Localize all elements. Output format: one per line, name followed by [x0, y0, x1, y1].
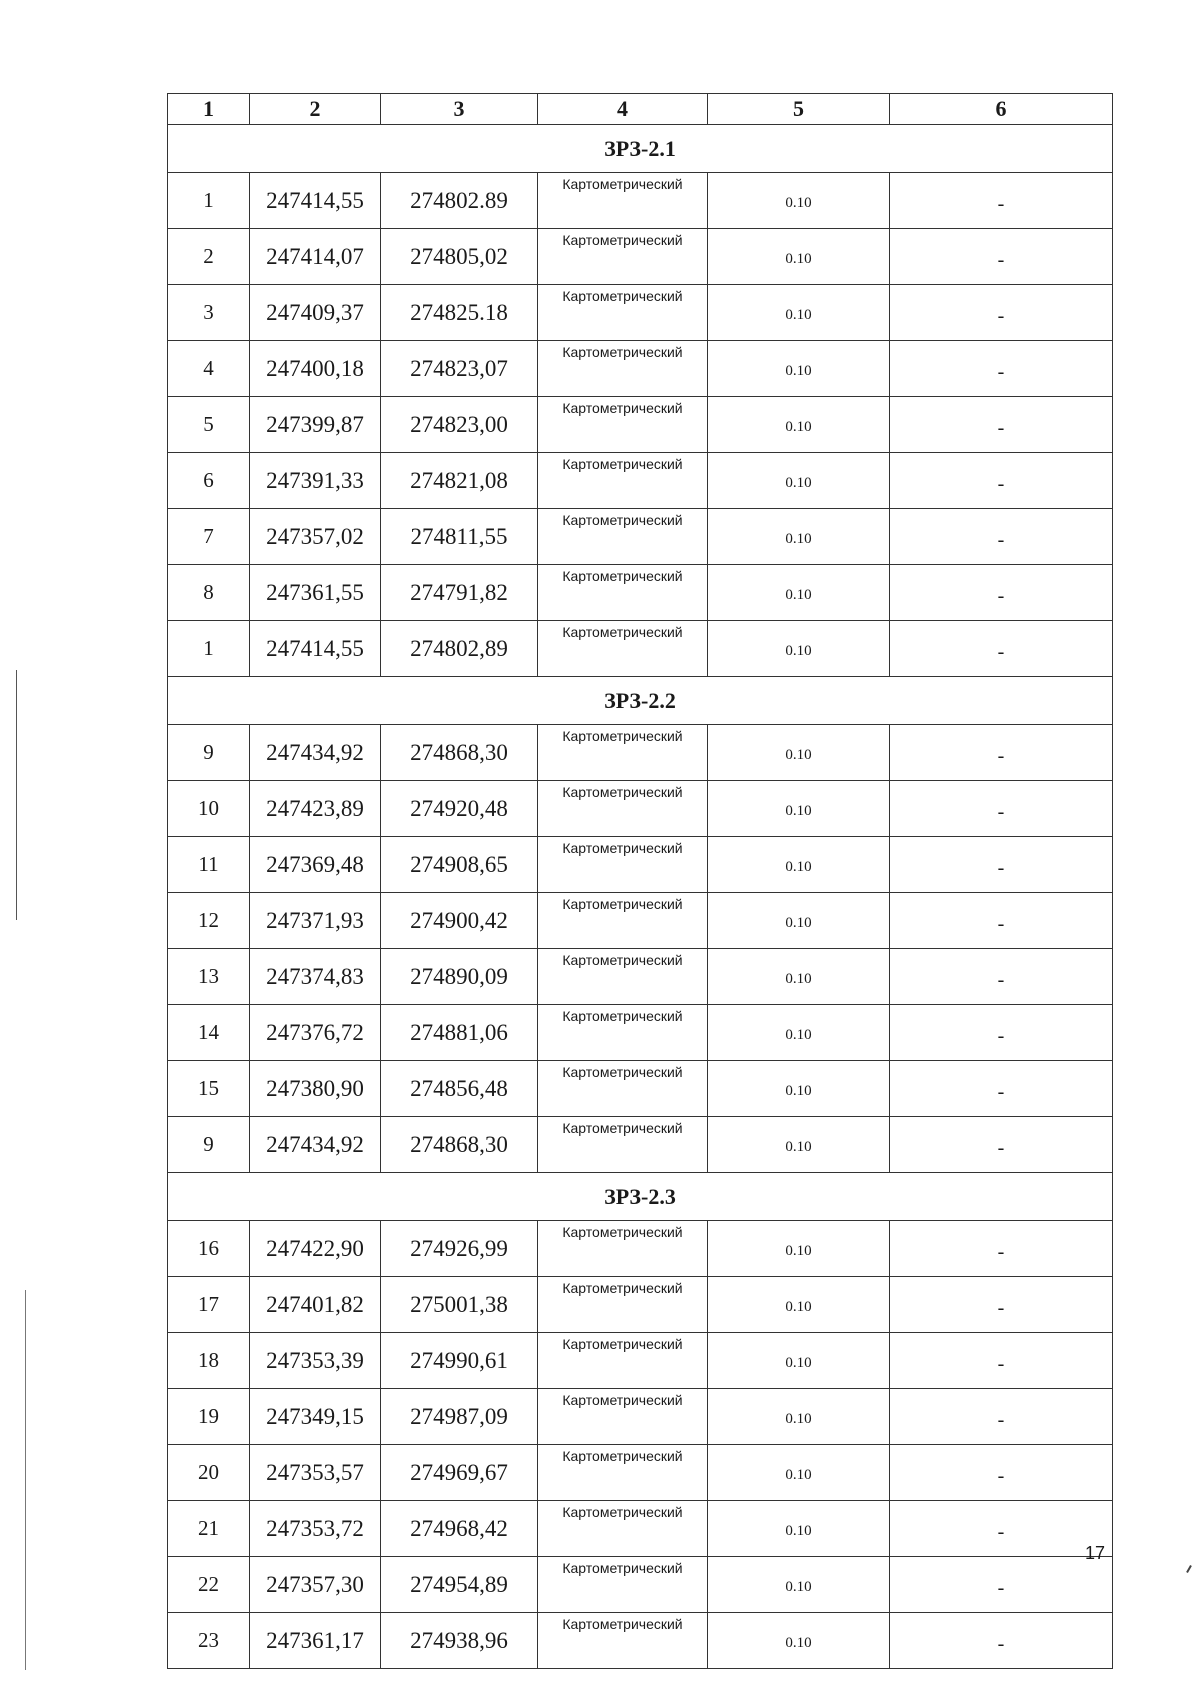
accuracy-cell: 0.10: [708, 725, 890, 781]
y-coordinate-cell: 274802.89: [381, 173, 538, 229]
point-number-cell: 17: [168, 1277, 250, 1333]
y-coordinate-cell: 274825.18: [381, 285, 538, 341]
method-cell: Картометрический: [538, 781, 708, 837]
accuracy-cell: 0.10: [708, 229, 890, 285]
point-number-cell: 11: [168, 837, 250, 893]
x-coordinate-cell: 247371,93: [250, 893, 381, 949]
point-number-cell: 15: [168, 1061, 250, 1117]
y-coordinate-cell: 274856,48: [381, 1061, 538, 1117]
note-cell: -: [890, 1389, 1113, 1445]
method-cell: Картометрический: [538, 1445, 708, 1501]
table-row: [168, 1333, 1113, 1389]
point-number-cell: 6: [168, 453, 250, 509]
point-number-cell: 2: [168, 229, 250, 285]
x-coordinate-cell: 247391,33: [250, 453, 381, 509]
point-number-cell: 10: [168, 781, 250, 837]
accuracy-cell: 0.10: [708, 1613, 890, 1669]
y-coordinate-cell: 274926,99: [381, 1221, 538, 1277]
accuracy-cell: 0.10: [708, 1389, 890, 1445]
table-row: [168, 565, 1113, 621]
note-cell: -: [890, 1501, 1113, 1557]
method-cell: Картометрический: [538, 837, 708, 893]
method-cell: Картометрический: [538, 1005, 708, 1061]
accuracy-cell: 0.10: [708, 1501, 890, 1557]
accuracy-cell: 0.10: [708, 341, 890, 397]
method-cell: Картометрический: [538, 725, 708, 781]
table-row: [168, 1117, 1113, 1173]
accuracy-cell: 0.10: [708, 397, 890, 453]
accuracy-cell: 0.10: [708, 781, 890, 837]
point-number-cell: 9: [168, 725, 250, 781]
y-coordinate-cell: 274954,89: [381, 1557, 538, 1613]
note-cell: -: [890, 341, 1113, 397]
x-coordinate-cell: 247423,89: [250, 781, 381, 837]
point-number-cell: 20: [168, 1445, 250, 1501]
x-coordinate-cell: 247399,87: [250, 397, 381, 453]
x-coordinate-cell: 247414,55: [250, 621, 381, 677]
y-coordinate-cell: 274920,48: [381, 781, 538, 837]
header-cell: 2: [250, 94, 381, 125]
method-cell: Картометрический: [538, 341, 708, 397]
method-cell: Картометрический: [538, 1277, 708, 1333]
y-coordinate-cell: 274890,09: [381, 949, 538, 1005]
note-cell: -: [890, 837, 1113, 893]
point-number-cell: 14: [168, 1005, 250, 1061]
point-number-cell: 4: [168, 341, 250, 397]
x-coordinate-cell: 247380,90: [250, 1061, 381, 1117]
y-coordinate-cell: 275001,38: [381, 1277, 538, 1333]
table-row: [168, 453, 1113, 509]
x-coordinate-cell: 247400,18: [250, 341, 381, 397]
x-coordinate-cell: 247434,92: [250, 725, 381, 781]
y-coordinate-cell: 274968,42: [381, 1501, 538, 1557]
note-cell: -: [890, 1277, 1113, 1333]
accuracy-cell: 0.10: [708, 1277, 890, 1333]
point-number-cell: 19: [168, 1389, 250, 1445]
table-row: [168, 621, 1113, 677]
table-row: [168, 1501, 1113, 1557]
note-cell: -: [890, 725, 1113, 781]
page-number: 17: [1085, 1543, 1106, 1563]
accuracy-cell: 0.10: [708, 893, 890, 949]
method-cell: Картометрический: [538, 621, 708, 677]
y-coordinate-cell: 274868,30: [381, 725, 538, 781]
section-title-row: [168, 125, 1113, 173]
note-cell: -: [890, 1005, 1113, 1061]
x-coordinate-cell: 247353,57: [250, 1445, 381, 1501]
x-coordinate-cell: 247357,30: [250, 1557, 381, 1613]
x-coordinate-cell: 247414,55: [250, 173, 381, 229]
note-cell: -: [890, 565, 1113, 621]
x-coordinate-cell: 247374,83: [250, 949, 381, 1005]
x-coordinate-cell: 247401,82: [250, 1277, 381, 1333]
note-cell: -: [890, 1613, 1113, 1669]
y-coordinate-cell: 274868,30: [381, 1117, 538, 1173]
accuracy-cell: 0.10: [708, 1005, 890, 1061]
x-coordinate-cell: 247409,37: [250, 285, 381, 341]
note-cell: -: [890, 397, 1113, 453]
method-cell: Картометрический: [538, 893, 708, 949]
note-cell: -: [890, 285, 1113, 341]
method-cell: Картометрический: [538, 509, 708, 565]
coordinates-table: [167, 93, 1113, 1669]
scan-edge-line: [25, 1290, 26, 1670]
y-coordinate-cell: 274987,09: [381, 1389, 538, 1445]
table-row: [168, 1389, 1113, 1445]
y-coordinate-cell: 274881,06: [381, 1005, 538, 1061]
note-cell: -: [890, 1117, 1113, 1173]
x-coordinate-cell: 247361,55: [250, 565, 381, 621]
header-cell: 3: [381, 94, 538, 125]
method-cell: Картометрический: [538, 1061, 708, 1117]
note-cell: -: [890, 893, 1113, 949]
accuracy-cell: 0.10: [708, 837, 890, 893]
table-row: [168, 285, 1113, 341]
point-number-cell: 8: [168, 565, 250, 621]
header-cell: 5: [708, 94, 890, 125]
y-coordinate-cell: 274938,96: [381, 1613, 538, 1669]
method-cell: Картометрический: [538, 1117, 708, 1173]
table-row: [168, 397, 1113, 453]
scan-mark: [1186, 1565, 1192, 1573]
y-coordinate-cell: 274823,07: [381, 341, 538, 397]
header-cell: 1: [168, 94, 250, 125]
y-coordinate-cell: 274990,61: [381, 1333, 538, 1389]
y-coordinate-cell: 274805,02: [381, 229, 538, 285]
method-cell: Картометрический: [538, 949, 708, 1005]
point-number-cell: 7: [168, 509, 250, 565]
note-cell: -: [890, 621, 1113, 677]
point-number-cell: 22: [168, 1557, 250, 1613]
note-cell: -: [890, 781, 1113, 837]
note-cell: -: [890, 173, 1113, 229]
y-coordinate-cell: 274821,08: [381, 453, 538, 509]
x-coordinate-cell: 247353,72: [250, 1501, 381, 1557]
table-row: [168, 893, 1113, 949]
note-cell: -: [890, 1333, 1113, 1389]
section-title-row: [168, 1173, 1113, 1221]
method-cell: Картометрический: [538, 229, 708, 285]
note-cell: -: [890, 229, 1113, 285]
accuracy-cell: 0.10: [708, 1221, 890, 1277]
x-coordinate-cell: 247353,39: [250, 1333, 381, 1389]
point-number-cell: 13: [168, 949, 250, 1005]
table-header-row: [168, 94, 1113, 125]
table-row: [168, 1061, 1113, 1117]
y-coordinate-cell: 274823,00: [381, 397, 538, 453]
accuracy-cell: 0.10: [708, 509, 890, 565]
accuracy-cell: 0.10: [708, 285, 890, 341]
header-cell: 6: [890, 94, 1113, 125]
x-coordinate-cell: 247357,02: [250, 509, 381, 565]
table-row: [168, 725, 1113, 781]
note-cell: -: [890, 1557, 1113, 1613]
note-cell: -: [890, 509, 1113, 565]
accuracy-cell: 0.10: [708, 1445, 890, 1501]
table-row: [168, 781, 1113, 837]
table-row: [168, 341, 1113, 397]
table-row: [168, 1221, 1113, 1277]
note-cell: -: [890, 453, 1113, 509]
scan-edge-line: [16, 670, 17, 920]
method-cell: Картометрический: [538, 1221, 708, 1277]
note-cell: -: [890, 1445, 1113, 1501]
method-cell: Картометрический: [538, 397, 708, 453]
method-cell: Картометрический: [538, 1333, 708, 1389]
method-cell: Картометрический: [538, 453, 708, 509]
point-number-cell: 16: [168, 1221, 250, 1277]
method-cell: Картометрический: [538, 1557, 708, 1613]
section-title: ЗРЗ-2.2: [168, 677, 1113, 725]
table-row: [168, 1277, 1113, 1333]
note-cell: -: [890, 949, 1113, 1005]
x-coordinate-cell: 247434,92: [250, 1117, 381, 1173]
x-coordinate-cell: 247349,15: [250, 1389, 381, 1445]
y-coordinate-cell: 274791,82: [381, 565, 538, 621]
point-number-cell: 23: [168, 1613, 250, 1669]
method-cell: Картометрический: [538, 565, 708, 621]
point-number-cell: 18: [168, 1333, 250, 1389]
x-coordinate-cell: 247376,72: [250, 1005, 381, 1061]
method-cell: Картометрический: [538, 1501, 708, 1557]
y-coordinate-cell: 274908,65: [381, 837, 538, 893]
note-cell: -: [890, 1221, 1113, 1277]
table-row: [168, 1613, 1113, 1669]
table-row: [168, 173, 1113, 229]
table-row: [168, 949, 1113, 1005]
table-row: [168, 509, 1113, 565]
point-number-cell: 21: [168, 1501, 250, 1557]
x-coordinate-cell: 247361,17: [250, 1613, 381, 1669]
x-coordinate-cell: 247414,07: [250, 229, 381, 285]
y-coordinate-cell: 274900,42: [381, 893, 538, 949]
table-row: [168, 1557, 1113, 1613]
method-cell: Картометрический: [538, 285, 708, 341]
section-title: ЗРЗ-2.3: [168, 1173, 1113, 1221]
accuracy-cell: 0.10: [708, 1333, 890, 1389]
y-coordinate-cell: 274969,67: [381, 1445, 538, 1501]
accuracy-cell: 0.10: [708, 565, 890, 621]
table-row: [168, 837, 1113, 893]
point-number-cell: 1: [168, 621, 250, 677]
table-row: [168, 229, 1113, 285]
section-title-row: [168, 677, 1113, 725]
note-cell: -: [890, 1061, 1113, 1117]
point-number-cell: 9: [168, 1117, 250, 1173]
point-number-cell: 5: [168, 397, 250, 453]
x-coordinate-cell: 247369,48: [250, 837, 381, 893]
table-row: [168, 1445, 1113, 1501]
accuracy-cell: 0.10: [708, 621, 890, 677]
point-number-cell: 12: [168, 893, 250, 949]
accuracy-cell: 0.10: [708, 1557, 890, 1613]
y-coordinate-cell: 274811,55: [381, 509, 538, 565]
point-number-cell: 3: [168, 285, 250, 341]
method-cell: Картометрический: [538, 173, 708, 229]
x-coordinate-cell: 247422,90: [250, 1221, 381, 1277]
method-cell: Картометрический: [538, 1613, 708, 1669]
accuracy-cell: 0.10: [708, 1061, 890, 1117]
accuracy-cell: 0.10: [708, 453, 890, 509]
accuracy-cell: 0.10: [708, 949, 890, 1005]
point-number-cell: 1: [168, 173, 250, 229]
method-cell: Картометрический: [538, 1389, 708, 1445]
accuracy-cell: 0.10: [708, 173, 890, 229]
section-title: ЗРЗ-2.1: [168, 125, 1113, 173]
header-cell: 4: [538, 94, 708, 125]
y-coordinate-cell: 274802,89: [381, 621, 538, 677]
accuracy-cell: 0.10: [708, 1117, 890, 1173]
table-row: [168, 1005, 1113, 1061]
